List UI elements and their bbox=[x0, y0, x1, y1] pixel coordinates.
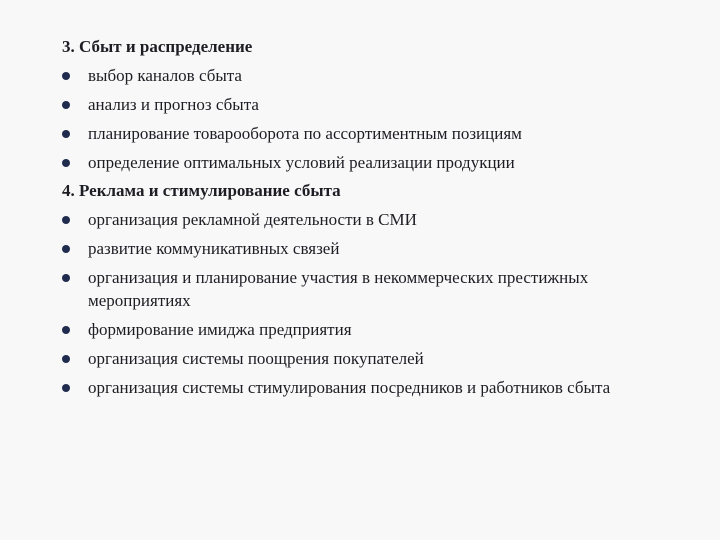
list-item-text: выбор каналов сбыта bbox=[88, 66, 242, 85]
list-item bbox=[62, 347, 688, 370]
list-item-text: организация системы поощрения покупателей bbox=[88, 349, 424, 368]
list-item-text: развитие коммуникативных связей bbox=[88, 239, 340, 258]
bullet-dot-icon bbox=[62, 216, 70, 224]
list-item-text: организация и планирование участия в некоммерческих престижных мероприятиях bbox=[88, 268, 589, 310]
bullet-dot-icon bbox=[62, 159, 70, 167]
bullet-dot-icon bbox=[62, 384, 70, 392]
bullet-dot-icon bbox=[62, 355, 70, 363]
bullet-dot-icon bbox=[62, 326, 70, 334]
list-item bbox=[62, 122, 688, 145]
list-item bbox=[62, 266, 688, 312]
list-item bbox=[62, 93, 688, 116]
bullet-dot-icon bbox=[62, 101, 70, 109]
list-item-text: организация системы стимулирования посредников и работников сбыта bbox=[88, 378, 611, 397]
list-item-text: планирование товарооборота по ассортиментным позициям bbox=[88, 124, 522, 143]
list-item bbox=[62, 318, 688, 341]
list-item-text: организация рекламной деятельности в СМИ bbox=[88, 210, 417, 229]
sales-list bbox=[62, 64, 702, 174]
bullet-dot-icon bbox=[62, 245, 70, 253]
list-item-text: определение оптимальных условий реализации продукции bbox=[88, 153, 515, 172]
list-item-text: анализ и прогноз сбыта bbox=[88, 95, 259, 114]
section-heading-sales: 3. Сбыт и распределение bbox=[62, 37, 253, 56]
section-heading-advertising: 4. Реклама и стимулирование сбыта bbox=[62, 181, 341, 200]
list-item bbox=[62, 237, 688, 260]
slide-content bbox=[62, 36, 702, 405]
list-item bbox=[62, 376, 688, 399]
list-item bbox=[62, 151, 688, 174]
advertising-list bbox=[62, 208, 702, 399]
bullet-dot-icon bbox=[62, 72, 70, 80]
list-item bbox=[62, 208, 688, 231]
list-item-text: формирование имиджа предприятия bbox=[88, 320, 352, 339]
bullet-dot-icon bbox=[62, 274, 70, 282]
list-item bbox=[62, 64, 688, 87]
bullet-dot-icon bbox=[62, 130, 70, 138]
